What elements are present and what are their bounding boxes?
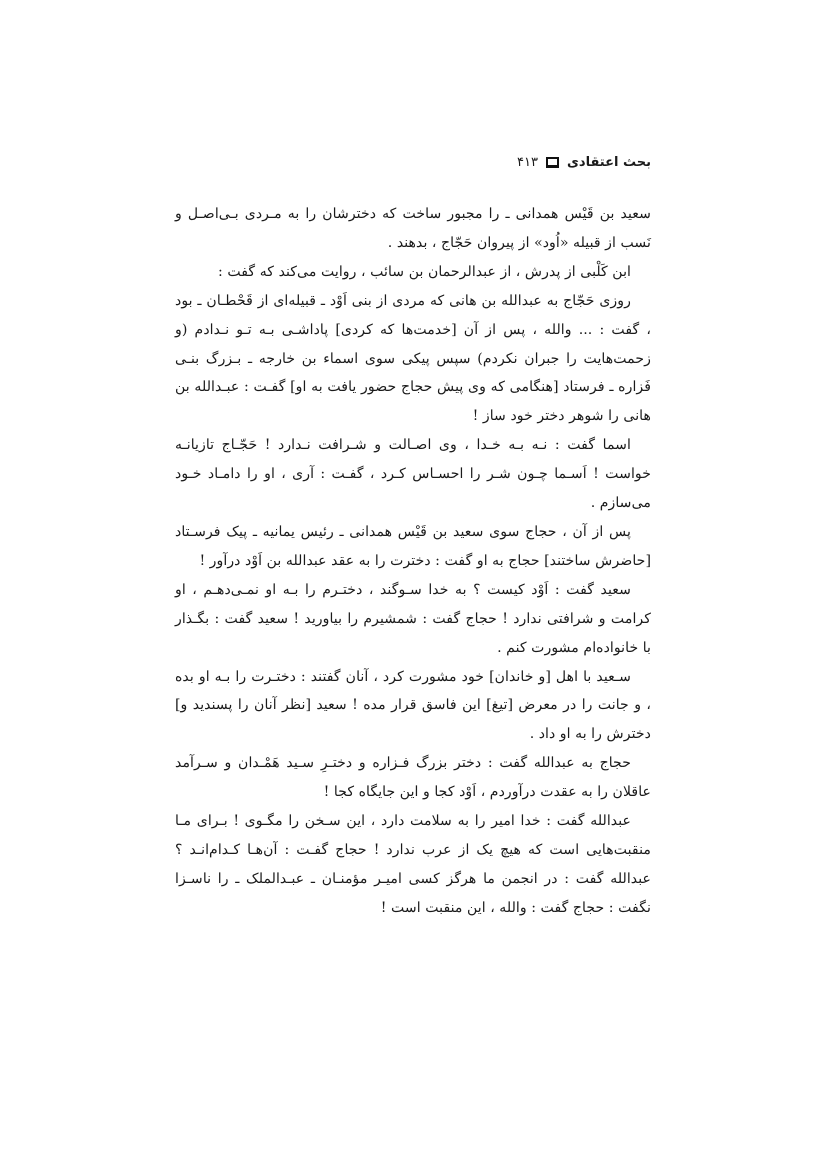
paragraph: سـعید با اهل [و خاندان] خود مشورت کرد ، آنان گفتند : دختـرت را بـه او بده ، و جانت را در معرض [تیغ] این فاسق قرار مده ! سعید [نظر آنان را پسندید و] دخترش را به او داد .	[175, 668, 651, 743]
paragraph: حجاج به عبدالله گفت : دختر بزرگ فـزاره و دختـرِ سـید هَمْـدان و سـرآمد عاقلان را به عقدت درآوردم ، اَوْد کجا و این جایگاه کجا !	[175, 755, 651, 801]
book-page	[175, 150, 651, 923]
paragraph: ابن کَلْبی از پدرش ، از عبدالرحمان بن سائب ، روایت می‌کند که گفت :	[218, 263, 631, 280]
paragraph: پس از آن ، حجاج سوی سعید بن قَیْس همدانی ـ رئیس یمانیه ـ پیک فرسـتاد [حاضرش ساختند] حجاج به او گفت : دخترت را به عقد عبدالله بن اَوْد درآور !	[175, 523, 651, 569]
paragraph: سعید گفت : اَوْد کیست ؟ به خدا سـوگند ، دختـرم را بـه او نمـی‌دهـم ، او کرامت و شرافتی ندارد ! حجاج گفت : شمشیرم را بیاورید ! سعید گفت : بگـذار با خانواده‌ام مشورت کنم .	[175, 581, 651, 656]
paragraph: اسما گفت : نـه بـه خـدا ، وی اصـالت و شـرافت نـدارد ! حَجّـاج تازیانـه خواست ! اَسـما چـون شـر را احسـاس کـرد ، گفـت : آری ، او را دامـاد خـود می‌سازم .	[175, 437, 651, 512]
paragraph: روزی حَجّاج به عبدالله بن هانی که مردی از بنی اَوْد ـ قبیله‌ای از قَحْطـان ـ بود ، گفت : ... والله ، پس از آن [خدمت‌ها که کردی] پاداشـی بـه تـو نـدادم (و زحمت‌هایت را جبران نکردم) سپس پیکی سوی اسماء بن خارجه ـ بـزرگ بنـی فَزاره ـ فرستاد [هنگامی که وی پیش حجاج حضور یافت به او] گفـت : عبـدالله بن هانی را شوهر دختر خود ساز !	[175, 292, 651, 425]
page-number: ۴۱۳	[517, 154, 538, 170]
paragraph: سعید بن قَیْس همدانی ـ را مجبور ساخت که دخترشان را به مـردی بـی‌اصـل و نَسب از قبیله «اُود» از پیروان حَجّاج ، بدهند .	[175, 206, 651, 251]
chapter-title: بحث اعتقادی	[566, 154, 651, 170]
body-text	[175, 200, 651, 923]
square-bullet-icon	[546, 157, 559, 168]
running-header	[175, 150, 651, 174]
paragraph: عبدالله گفت : خدا امیر را به سلامت دارد ، این سـخن را مگـوی ! بـرای مـا منقبت‌هایی است که هیچ یک از عرب ندارد ! حجاج گفـت : آن‌هـا کـدام‌انـد ؟ عبدالله گفت : در انجمن ما هرگز کسی امیـر مؤمنـان ـ عبـدالملک ـ را ناسـزا نگفت : حجاج گفت : والله ، این منقبت است !	[175, 813, 651, 916]
